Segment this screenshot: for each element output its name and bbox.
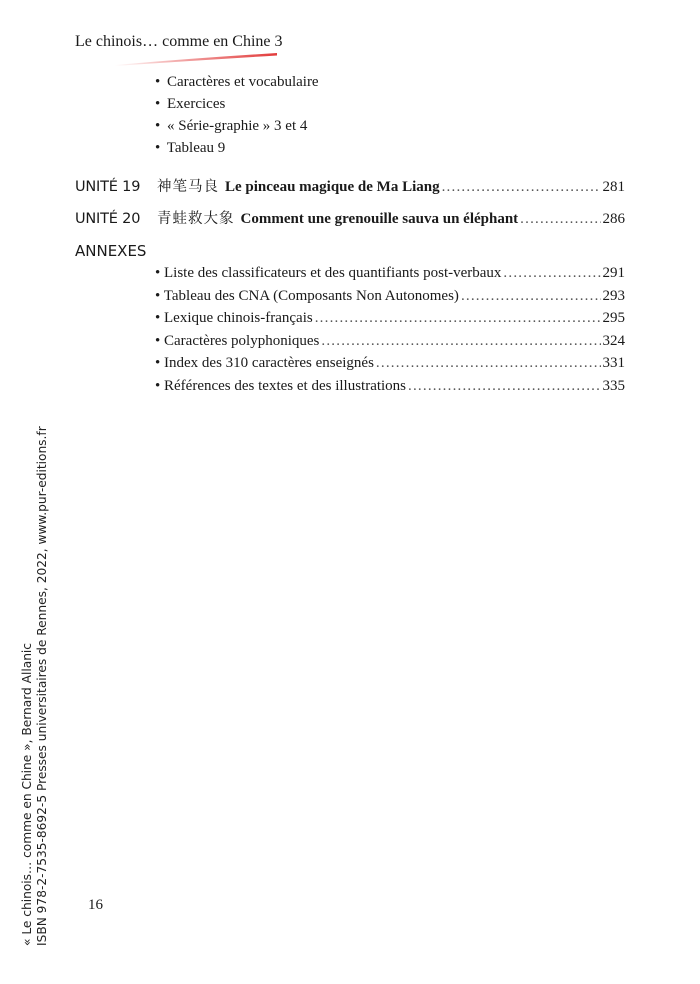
list-item: • Tableau 9 bbox=[155, 140, 226, 156]
dot-leader bbox=[376, 355, 601, 372]
dot-leader bbox=[520, 211, 600, 228]
page-number: 291 bbox=[602, 265, 625, 281]
side-note-line-1: « Le chinois… comme en Chine », Bernard Allanic bbox=[20, 642, 34, 946]
entry-label: Tableau des CNA (Composants Non Autonomes) bbox=[163, 287, 459, 304]
page-number: 324 bbox=[602, 332, 625, 349]
page-number: 335 bbox=[602, 377, 625, 394]
running-header: Le chinois… comme en Chine 3 bbox=[75, 33, 283, 50]
unit-contents-list bbox=[155, 71, 319, 159]
entry-label: Lexique chinois-français bbox=[164, 310, 313, 327]
toc-entry[interactable]: • Tableau des CNA (Composants Non Autonomes) ..... 293 bbox=[155, 288, 625, 311]
annexes-heading: ANNEXES bbox=[75, 242, 147, 260]
toc-entry[interactable]: • Index des 310 caractères enseignés ..... 331 bbox=[155, 355, 625, 378]
dot-leader bbox=[442, 179, 601, 196]
page-number: 331 bbox=[602, 355, 625, 372]
toc-entry[interactable]: • Liste des classificateurs et des quantifiants post-verbaux ..... 291 bbox=[155, 265, 625, 288]
toc-entry[interactable]: • Caractères polyphoniques ..... 324 bbox=[155, 333, 625, 356]
page-number: 295 bbox=[602, 310, 625, 327]
chinese-title: 神笔马良 bbox=[157, 179, 219, 195]
entry-label: Caractères polyphoniques bbox=[164, 332, 320, 349]
dot-leader bbox=[461, 288, 601, 305]
toc-entry-unit-20[interactable] bbox=[75, 207, 625, 228]
dot-leader bbox=[503, 265, 600, 282]
dot-leader bbox=[315, 310, 601, 327]
annexes-list bbox=[155, 265, 625, 401]
list-item: • Caractères et vocabulaire bbox=[155, 74, 319, 90]
dot-leader bbox=[408, 378, 600, 395]
dot-leader bbox=[321, 333, 600, 350]
list-item: • Exercices bbox=[155, 96, 226, 112]
page-number: 293 bbox=[602, 287, 625, 304]
unit-label: UNITÉ 19 bbox=[75, 179, 141, 195]
entry-label: Index des 310 caractères enseignés bbox=[164, 355, 374, 372]
page-number: 286 bbox=[602, 211, 625, 227]
toc-entry[interactable]: • Lexique chinois-français ..... 295 bbox=[155, 310, 625, 333]
page-number: 281 bbox=[602, 179, 625, 195]
copyright-side-note bbox=[20, 426, 50, 946]
entry-label: Liste des classificateurs et des quantifiants post-verbaux bbox=[164, 265, 502, 281]
page-number-footer: 16 bbox=[88, 897, 103, 913]
unit-title: Le pinceau magique de Ma Liang bbox=[225, 179, 440, 195]
header-underline-swoosh bbox=[115, 52, 277, 66]
chinese-title: 青蛙救大象 bbox=[157, 211, 235, 227]
side-note-line-2: ISBN 978-2-7535-8692-5 Presses universitaires de Rennes, 2022, www.pur-editions.fr bbox=[35, 426, 49, 946]
unit-label: UNITÉ 20 bbox=[75, 211, 141, 227]
list-item: • « Série-graphie » 3 et 4 bbox=[155, 118, 308, 134]
entry-label: Références des textes et des illustrations bbox=[164, 377, 407, 394]
unit-title: Comment une grenouille sauva un éléphant bbox=[240, 211, 519, 227]
toc-entry-unit-19[interactable] bbox=[75, 175, 625, 196]
toc-entry[interactable]: • Références des textes et des illustrations ..... 335 bbox=[155, 378, 625, 401]
